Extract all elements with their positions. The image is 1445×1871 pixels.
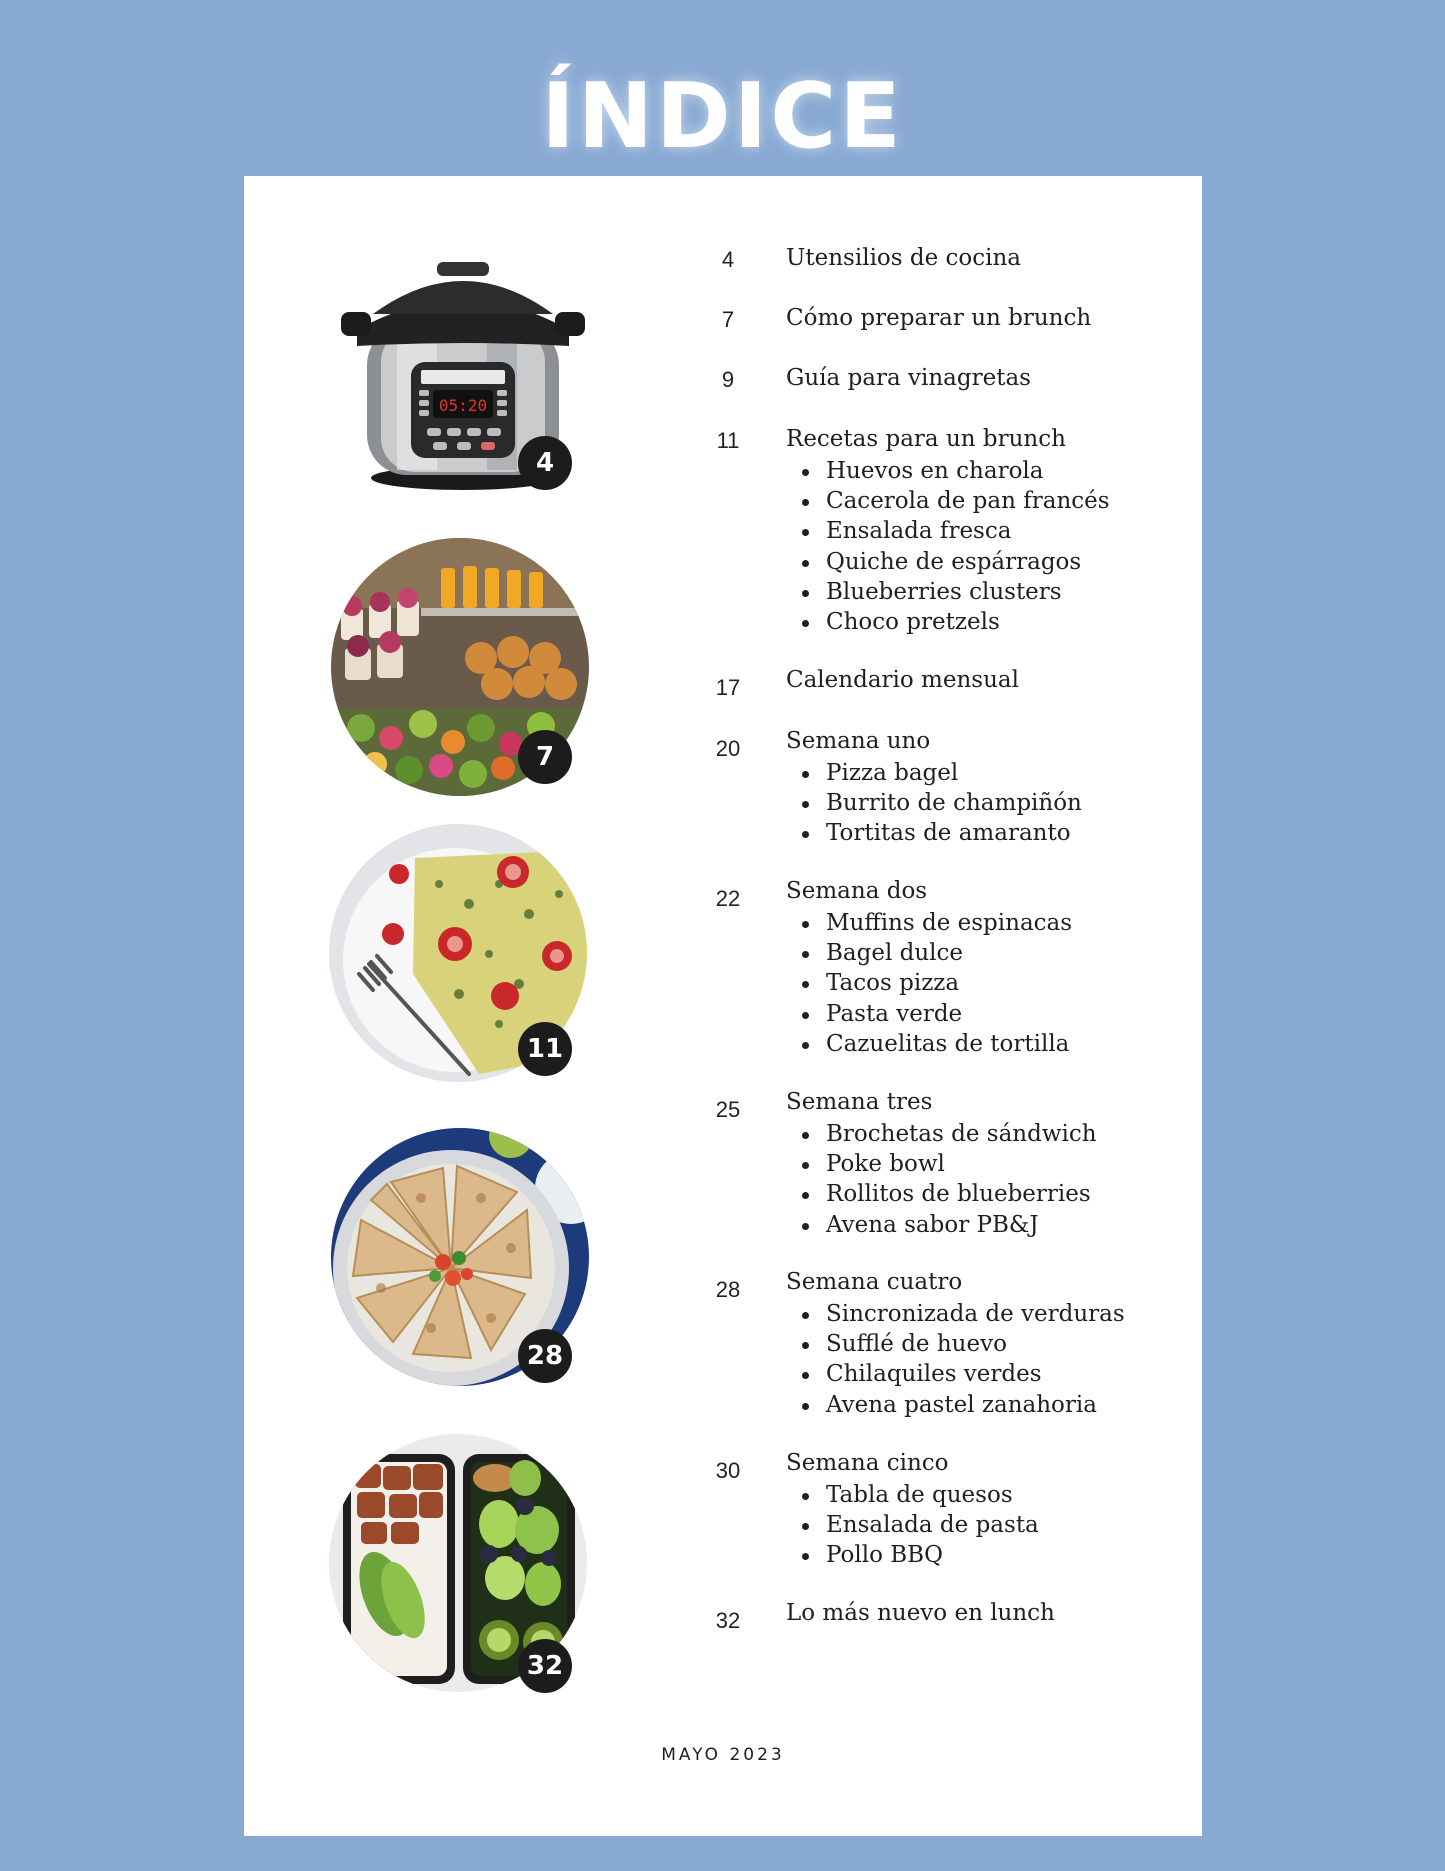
toc-subitems xyxy=(786,908,1072,1059)
page-badge-2: 7 xyxy=(518,730,572,784)
toc-page-number: 20 xyxy=(715,736,741,761)
toc-title: Calendario mensual xyxy=(786,667,1019,693)
list-item: Avena sabor PB&J xyxy=(786,1210,1097,1240)
toc-title: Lo más nuevo en lunch xyxy=(786,1600,1055,1626)
list-item: Sincronizada de verduras xyxy=(786,1299,1125,1329)
footer-date: MAYO 2023 xyxy=(661,1745,785,1765)
toc-page-number: 17 xyxy=(715,675,741,700)
toc-page-number: 30 xyxy=(715,1458,741,1483)
list-item: Pasta verde xyxy=(786,999,1072,1029)
list-item: Bagel dulce xyxy=(786,938,1072,968)
toc-subitems xyxy=(786,1480,1039,1571)
list-item: Cazuelitas de tortilla xyxy=(786,1029,1072,1059)
page-badge-5: 32 xyxy=(518,1639,572,1693)
toc-page-number: 11 xyxy=(716,428,740,453)
list-item: Rollitos de blueberries xyxy=(786,1179,1097,1209)
toc-page-number: 28 xyxy=(715,1277,741,1302)
toc-page-number: 4 xyxy=(721,247,735,272)
list-item: Choco pretzels xyxy=(786,607,1110,637)
toc-title: Cómo preparar un brunch xyxy=(786,305,1092,331)
list-item: Chilaquiles verdes xyxy=(786,1359,1125,1389)
list-item: Brochetas de sándwich xyxy=(786,1119,1097,1149)
list-item: Ensalada fresca xyxy=(786,516,1110,546)
list-item: Pizza bagel xyxy=(786,758,1082,788)
toc-subitems xyxy=(786,1119,1097,1240)
list-item: Tabla de quesos xyxy=(786,1480,1039,1510)
page-title: ÍNDICE xyxy=(541,64,904,169)
toc-title: Semana cinco xyxy=(786,1450,949,1476)
toc-title: Guía para vinagretas xyxy=(786,365,1031,391)
toc-page-number: 32 xyxy=(715,1608,741,1633)
toc-page-number: 9 xyxy=(721,367,735,392)
toc-title: Semana cuatro xyxy=(786,1269,963,1295)
svg-text:05:20: 05:20 xyxy=(438,396,488,415)
toc-title: Utensilios de cocina xyxy=(786,245,1022,271)
list-item: Poke bowl xyxy=(786,1149,1097,1179)
toc-title: Recetas para un brunch xyxy=(786,426,1066,452)
page-badge-4: 28 xyxy=(518,1329,572,1383)
list-item: Burrito de champiñón xyxy=(786,788,1082,818)
toc-page-number: 25 xyxy=(715,1097,741,1122)
list-item: Blueberries clusters xyxy=(786,577,1110,607)
list-item: Tacos pizza xyxy=(786,968,1072,998)
page-badge-1: 4 xyxy=(518,436,572,490)
list-item: Ensalada de pasta xyxy=(786,1510,1039,1540)
toc-title: Semana tres xyxy=(786,1089,933,1115)
toc-page-number: 22 xyxy=(715,886,741,911)
list-item: Huevos en charola xyxy=(786,456,1110,486)
list-item: Pollo BBQ xyxy=(786,1540,1039,1570)
toc-title: Semana dos xyxy=(786,878,928,904)
toc-page-number: 7 xyxy=(721,307,735,332)
toc-title: Semana uno xyxy=(786,728,931,754)
page-badge-3: 11 xyxy=(518,1022,572,1076)
list-item: Tortitas de amaranto xyxy=(786,818,1082,848)
toc-subitems xyxy=(786,1299,1125,1420)
list-item: Quiche de espárragos xyxy=(786,547,1110,577)
toc-subitems xyxy=(786,758,1082,849)
list-item: Cacerola de pan francés xyxy=(786,486,1110,516)
list-item: Sufflé de huevo xyxy=(786,1329,1125,1359)
toc-subitems xyxy=(786,456,1110,637)
list-item: Muffins de espinacas xyxy=(786,908,1072,938)
list-item: Avena pastel zanahoria xyxy=(786,1390,1125,1420)
